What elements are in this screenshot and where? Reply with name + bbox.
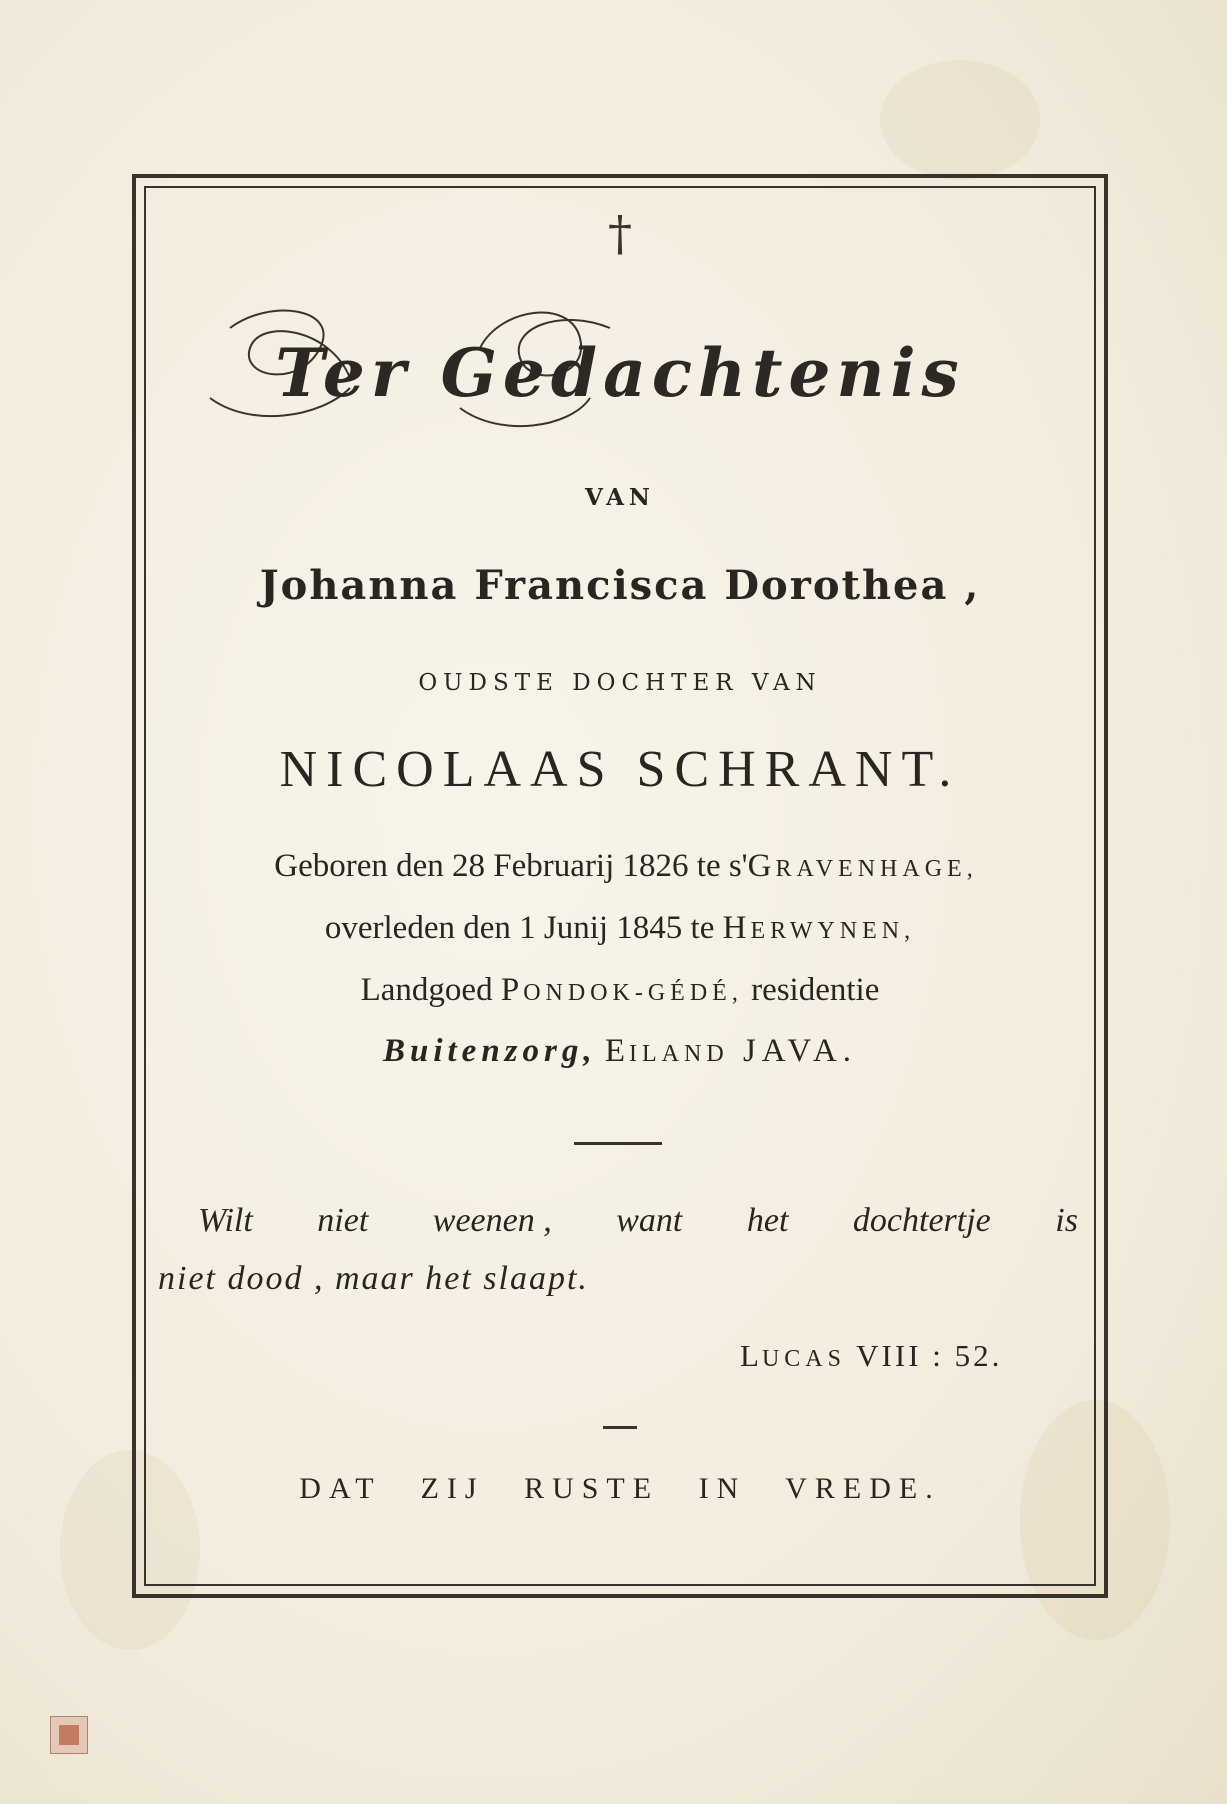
quote-line-2: niet dood , maar het slaapt. (158, 1260, 589, 1297)
deceased-name: Johanna Francisca Dorothea , (259, 562, 981, 609)
quote-word: Wilt (198, 1202, 253, 1239)
quote-word: dochtertje (852, 1202, 991, 1239)
island-name: JAVA. (728, 1033, 858, 1069)
quote-word: want (616, 1202, 683, 1239)
birth-line (156, 848, 1096, 885)
birth-place: RAVENHAGE, (775, 856, 978, 882)
quote-word: is (1055, 1202, 1078, 1239)
quote-word: het (746, 1202, 789, 1239)
paper-stain (880, 60, 1040, 180)
estate-line (150, 972, 1090, 1009)
cross-icon: † (608, 206, 632, 262)
island-line (150, 1033, 1090, 1070)
relation-label: OUDSTE DOCHTER VAN (418, 670, 822, 696)
short-divider (603, 1426, 637, 1429)
quote-line-1 (198, 1202, 1078, 1240)
reference-chapter: VIII : 52. (845, 1338, 1003, 1373)
title-text: Ter Gedachtenis (275, 334, 965, 412)
estate-name: ONDOK-GÉDÉ, (523, 980, 743, 1006)
reference-initial: L (740, 1338, 762, 1373)
seal-stamp-icon (50, 1716, 88, 1754)
closing-text: DAT ZIJ RUSTE IN VREDE. (299, 1472, 941, 1505)
reference-book: UCAS (761, 1346, 846, 1372)
card-content (150, 190, 1090, 1580)
father-name: NICOLAAS SCHRANT. (279, 741, 961, 798)
death-text: overleden den 1 Junij 1845 te (324, 910, 723, 946)
ornate-title (150, 288, 1090, 438)
estate-suffix: residentie (742, 972, 880, 1008)
van-label: VAN (585, 484, 655, 511)
bible-reference (740, 1338, 1002, 1374)
island-label: ILAND (629, 1041, 729, 1067)
island-label-initial: E (604, 1033, 630, 1069)
birth-place-initial: G (747, 848, 776, 884)
death-place: ERWYNEN, (750, 918, 916, 944)
quote-word: niet (317, 1202, 369, 1239)
seal-emblem (59, 1725, 79, 1745)
quote-word: weenen , (432, 1202, 552, 1239)
estate-initial: P (500, 972, 524, 1008)
death-place-initial: H (722, 910, 751, 946)
divider-line (574, 1142, 662, 1145)
death-line (150, 910, 1090, 947)
estate-prefix: Landgoed (360, 972, 501, 1008)
birth-text: Geboren den 28 Februarij 1826 te s' (274, 848, 748, 884)
town-name: Buitenzorg, (382, 1033, 597, 1069)
